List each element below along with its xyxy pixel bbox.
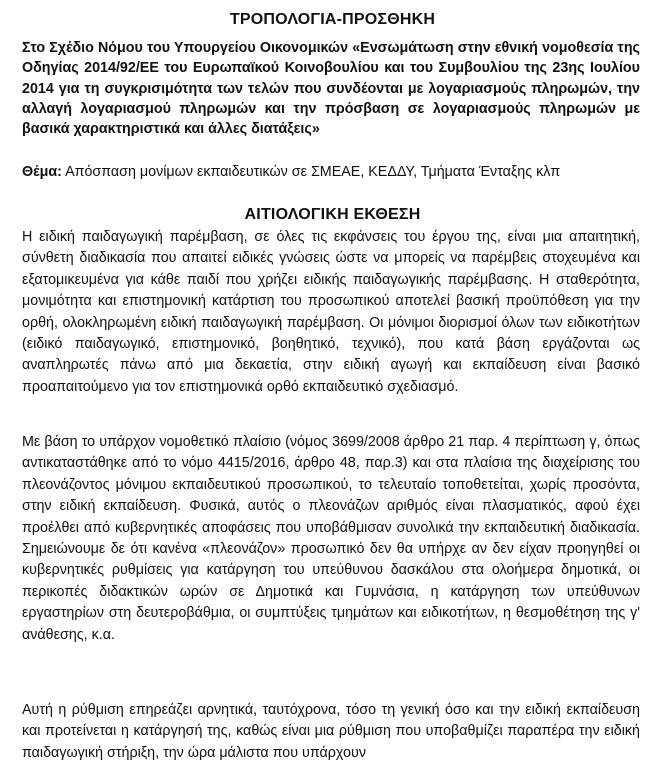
- paragraph-1: Η ειδική παιδαγωγική παρέμβαση, σε όλες τις εκφάνσεις του έργου της, είναι μια απαιτητική, σύνθετη διαδικασία που απαιτεί ειδικές γνώσεις ώστε να μπορείς να παρέμβεις στοχευμένα και εξατομικευμένα για κάθε παιδί που χρήζει ειδικής παιδαγωγικής παρέμβασης. Η σταθερότητα, μονιμότητα και επιστημονική κατάρτιση του προσωπικού αποτελεί βασική προϋπόθεση για την ορθή, ολοκληρωμένη ειδική παιδαγωγική παρέμβαση. Οι μόνιμοι διορισμοί όλων των ειδικοτήτων (ειδικό παιδαγωγικό, επιστημονικό, βοηθητικό, τεχνικό), που κατά βάση εργάζονται ως αναπληρωτές πάνω από μια δεκαετία, στην ειδική αγωγή και εκπαίδευση είναι βασικό προαπαιτούμενο για τον επιστημονικά ορθό εκπαιδευτικό σχεδιασμό.: [22, 229, 640, 395]
- subject-label: Θέμα:: [22, 164, 62, 180]
- subject-text: Απόσπαση μονίμων εκπαιδευτικών σε ΣΜΕΑΕ, ΚΕΔΔΥ, Τμήματα Ένταξης κλπ: [65, 164, 561, 180]
- bill-title: Στο Σχέδιο Νόμου του Υπουργείου Οικονομικών «Ενσωμάτωση στην εθνική νομοθεσία της Οδηγίας 2014/92/ΕΕ του Ευρωπαϊκού Κοινοβουλίου και του Συμβουλίου της 23ης Ιουλίου 2014 για τη συγκρισιμότητα των τελών που συνδέονται με λογαριασμούς πληρωμών, την αλλαγή λογαριασμού πληρωμών και την πρόσβαση σε λογαριασμούς πληρωμών με βασικά χαρακτηριστικά και άλλες διατάξεις»: [22, 40, 640, 138]
- subject-line: [22, 162, 652, 182]
- paragraph-3: Αυτή η ρύθμιση επηρεάζει αρνητικά, ταυτόχρονα, τόσο τη γενική όσο και την ειδική εκπαίδευση και προτείνεται η κατάργησή της, καθώς είναι μια ρύθμιση που υποβαθμίζει παραπέρα την ειδική παιδαγωγική στήριξη, την ώρα μάλιστα που υπάρχουν: [22, 702, 640, 761]
- paragraph-2: Με βάση το υπάρχον νομοθετικό πλαίσιο (νόμος 3699/2008 άρθρο 21 παρ. 4 περίπτωση γ, όπως αντικαταστάθηκε από το νόμο 4415/2016, άρθρο 48, παρ.3) και στα πλαίσια της διαχείρισης του πλεονάζοντος μόνιμου εκπαιδευτικού προσωπικού, το τελευταίο τοποθετείται, χωρίς προσόντα, στην ειδική εκπαίδευση. Φυσικά, αυτός ο πλεονάζων αριθμός είναι πλασματικός, αφού έχει προέλθει από κυβερνητικές αποφάσεις που υποβάθμισαν συνολικά την εκπαιδευτική διαδικασία. Σημειώνουμε δε ότι κανένα «πλεονάζον» προσωπικό δεν θα υπήρχε αν δεν είχαν προηγηθεί οι κυβερνητικές ρυθμίσεις για κατάργηση του υπεύθυνου δασκάλου στα ολοήμερα δημοτικά, οι περικοπές διδακτικών ωρών σε Δημοτικά και Γυμνάσια, η κατάργηση των υπεύθυνων εργαστηρίων στη δευτεροβάθμια, οι συμπτύξεις τμημάτων και ειδικοτήτων, η θεσμοθέτηση της γ' ανάθεσης, κ.α.: [22, 434, 640, 643]
- amendment-heading: ΤΡΟΠΟΛΟΓΙΑ-ΠΡΟΣΘΗΚΗ: [229, 11, 436, 28]
- report-heading: ΑΙΤΙΟΛΟΓΙΚΗ ΕΚΘΕΣΗ: [244, 206, 421, 223]
